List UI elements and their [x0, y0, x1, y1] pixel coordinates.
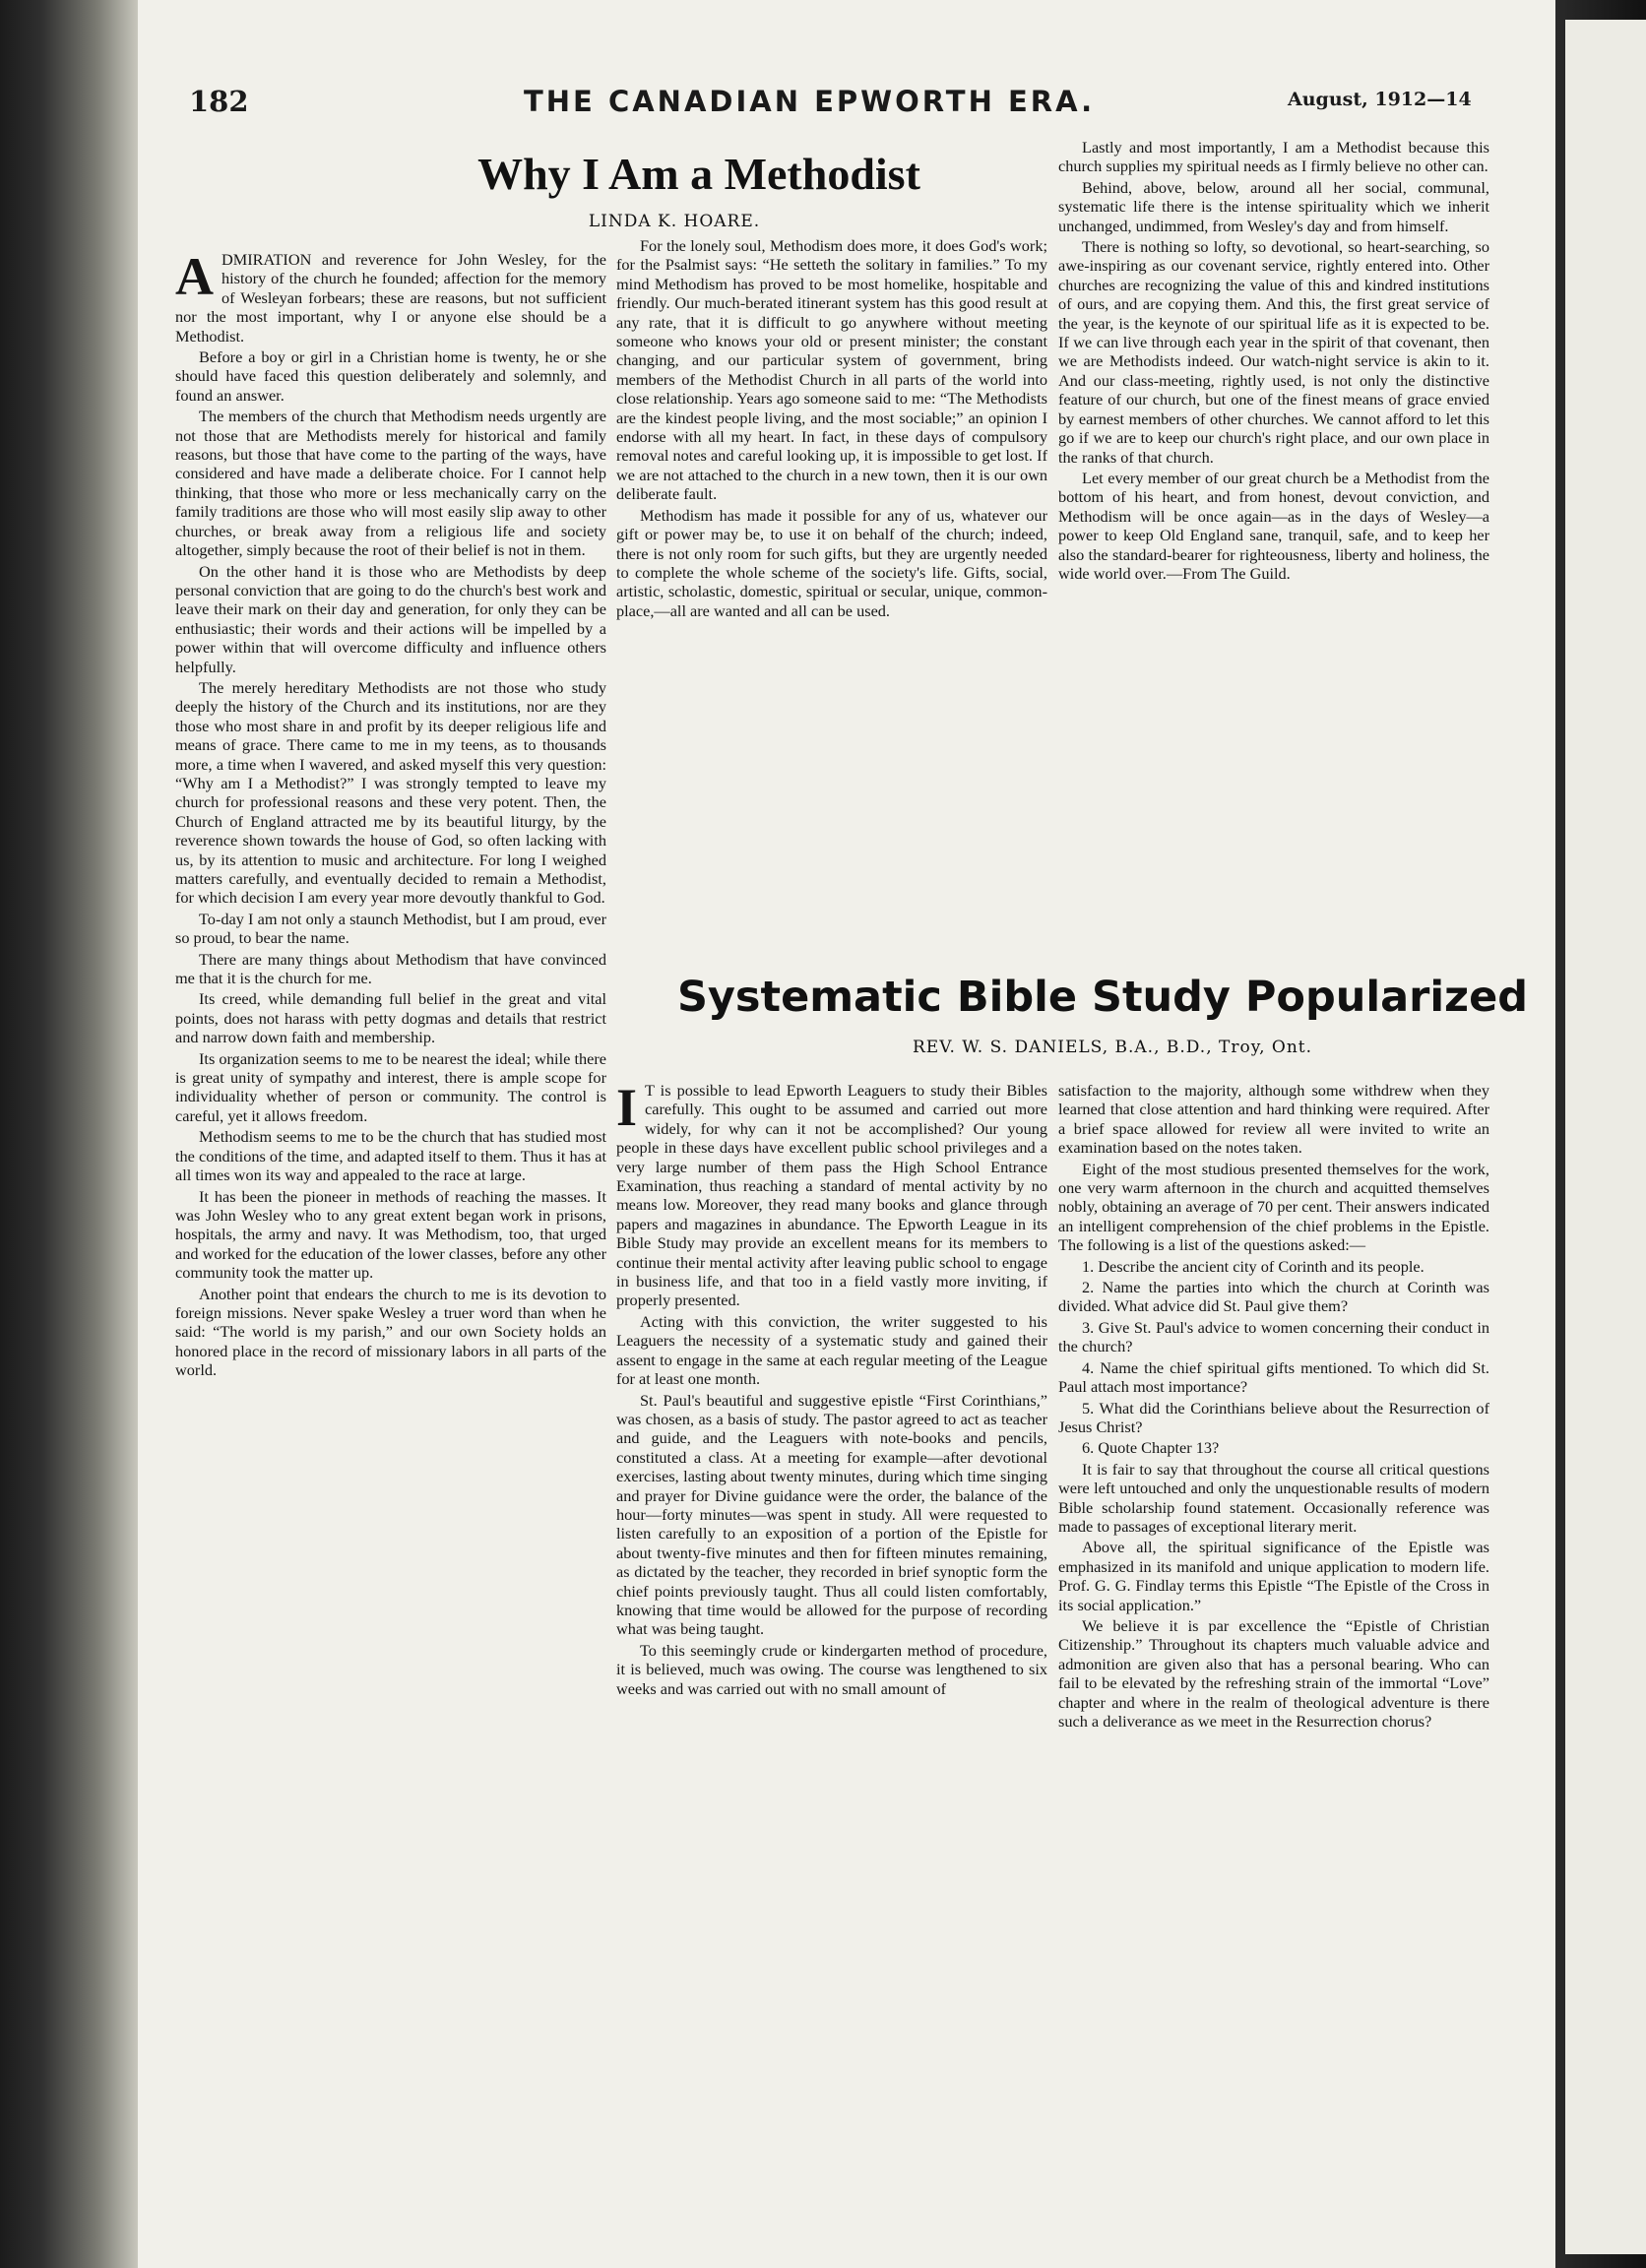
paragraph: To this seemingly crude or kindergarten method of procedure, it is believed, much was owing. The course was lengthened to six weeks and was carried out with no small amount of: [616, 1640, 1047, 1698]
book-spine: [0, 0, 138, 2268]
paragraph: St. Paul's beautiful and suggestive epistle “First Corinthians,” was chosen, as a basis of study. The pastor agreed to act as teacher and guide, and the Leaguers with note-books and pencils, constituted a class. At a meeting for example—after devotional exercises, lasting about twenty minutes, during which time singing and prayer for Divine guidance were the order, the balance of the hour—forty minutes—was spent in study. All were requested to listen carefully to an exposition of a portion of the Epistle for about twenty-five minutes and then for fifteen minutes remaining, as dictated by the teacher, they recorded in brief synoptic form the chief points previously taught. Thus all could listen comfortably, knowing that time would be allowed for the purpose of recording what was being taught.: [616, 1390, 1047, 1639]
article1-column-2: [616, 236, 1047, 940]
page-number: 182: [189, 85, 249, 118]
article1-column-3: [1058, 138, 1489, 940]
publication-title: THE CANADIAN EPWORTH ERA.: [524, 85, 1096, 118]
paragraph: satisfaction to the majority, although some withdrew when they learned that close attention and hard thinking were required. After a brief space allowed for review all were invited to write an examination based on the notes taken.: [1058, 1081, 1489, 1158]
paragraph: Methodism has made it possible for any of us, whatever our gift or power may be, to use it on behalf of the church; indeed, there is not only room for such gifts, but they are urgently needed to complete the whole scheme of the society's life. Gifts, social, artistic, scholastic, domestic, spiritual or secular, unique, common-place,—all are wanted and all can be used.: [616, 505, 1047, 620]
paragraph: 1. Describe the ancient city of Corinth and its people.: [1082, 1256, 1424, 1276]
paragraph: It has been the pioneer in methods of reaching the masses. It was John Wesley who to any great extent began work in prisons, hospitals, the army and navy. It was Methodism, too, that urged and worked for the education of the lower classes, before any other community took the matter up.: [175, 1186, 606, 1283]
paragraph: DMIRATION and reverence for John Wesley, for the history of the church he founded; affection for the memory of Wesleyan forbears; these are reasons, but not sufficient nor the most important, why I or anyone else should be a Methodist.: [175, 250, 606, 346]
drop-cap: A: [175, 250, 214, 306]
paragraph: For the lonely soul, Methodism does more, it does God's work; for the Psalmist says: “He setteth the solitary in families.” To my mind Methodism has proved to be most homelike, hospitable and friendly. Our much-berated itinerant system has this good result at any rate, that it is difficult to go anywhere without meeting someone who knows your old or present minister; the constant changing, and our particular system of government, bring members of the Methodist Church in all parts of the world into close relationship. Years ago someone said to me: “The Methodists are the kindest people living, and the most sociable;” an opinion I endorse with all my heart. In fact, in these days of compulsory removal notes and careful looking up, it is impossible to get lost. If we are not attached to the church in a new town, then it is our own deliberate fault.: [616, 236, 1047, 504]
paragraph: T is possible to lead Epworth Leaguers to study their Bibles carefully. This ought to be assumed and carried out more widely, for why can it not be accomplished? Our young people in these days have excellent public school privileges and a very large number of them pass the High School Entrance Examination, thus reaching a standard of mental activity by no means low. Moreover, they read many books and glance through papers and magazines in abundance. The Epworth League in its Bible Study may provide an excellent means for its members to continue their mental activity after leaving public school to engage in business life, and that too in a field vastly more inviting, if properly presented.: [616, 1081, 1047, 1310]
paragraph: Another point that endears the church to me is its devotion to foreign missions. Never spake Wesley a truer word than when he said: “The world is my parish,” and our own Society holds an honored place in the record of missionary labors in all parts of the world.: [175, 1284, 606, 1380]
drop-cap: I: [616, 1081, 638, 1137]
magazine-page: [138, 0, 1555, 2268]
paragraph: There is nothing so lofty, so devotional, so heart-searching, so awe-inspiring as our covenant service, rightly entered into. Other churches are recognizing the value of this and kindred institutions of ours, and are copying them. And this, the first great service of the year, is the keynote of our spiritual life as it is expected to be. If we can live through each year in the spirit of that covenant, then we are Methodists indeed. Our watch-night service is akin to it. And our class-meeting, rightly used, is not only the distinctive feature of our church, but one of the finest means of grace envied by earnest members of other churches. We cannot afford to let this go if we are to keep our church's right place, and our own place in the ranks of that church.: [1058, 237, 1489, 467]
article-byline: REV. W. S. DANIELS, B.A., B.D., Troy, Ont.: [912, 1038, 1312, 1057]
paragraph: Let every member of our great church be a Methodist from the bottom of his heart, and from honest, devout conviction, and Methodism will be once again—as in the days of Wesley—a power to keep Old England sane, tranquil, safe, and to keep her also the standard-bearer for righteousness, liberty and holiness, the wide world over.—From The Guild.: [1058, 468, 1489, 583]
paragraph: Its organization seems to me to be nearest the ideal; while there is great unity of sympathy and interest, there is ample scope for individuality whether of person or community. The control is careful, yet it allows freedom.: [175, 1048, 606, 1125]
article2-column-1: [616, 1081, 1047, 2164]
article-byline: LINDA K. HOARE.: [588, 212, 761, 231]
paragraph: Methodism seems to me to be the church that has studied most the conditions of the time, and adapted itself to them. Thus it has at all times won its way and appealed to the race at large.: [175, 1127, 606, 1185]
article-title: Why I Am a Methodist: [477, 149, 920, 199]
issue-date: August, 1912—14: [1288, 89, 1472, 110]
paragraph: Acting with this conviction, the writer suggested to his Leaguers the necessity of a systematic study and gained their assent to engage in the same at each regular meeting of the League for at least one month.: [616, 1311, 1047, 1389]
paragraph: Its creed, while demanding full belief in the great and vital points, does not harass with petty dogmas and details that restrict and narrow down faith and membership.: [175, 989, 606, 1047]
article-title: Systematic Bible Study Popularized: [676, 973, 1529, 1022]
paragraph: The merely hereditary Methodists are not those who study deeply the history of the Church and its institutions, nor are they those who most share in and profit by its deeper religious life and means of grace. There came to me in my teens, as to thousands more, a time when I wavered, and asked myself this very question: “Why am I a Methodist?” I was strongly tempted to leave my church for professional reasons and these very potent. Then, the Church of England attracted me by its beautiful liturgy, by the reverence shown towards the house of God, so often lacking with us, by its attention to music and architecture. For long I weighed matters carefully, and eventually decided to remain a Methodist, for which decision I am every year more devoutly thankful to God.: [175, 677, 606, 908]
paragraph: 4. Name the chief spiritual gifts mentioned. To which did St. Paul attach most importance?: [1058, 1357, 1489, 1397]
paragraph: Behind, above, below, around all her social, communal, systematic life there is the intense spirituality which we inherit unchanged, undimmed, from Wesley's day and from himself.: [1058, 177, 1489, 235]
paragraph: 2. Name the parties into which the church at Corinth was divided. What advice did St. Paul give them?: [1058, 1278, 1489, 1316]
paragraph: Lastly and most importantly, I am a Methodist because this church supplies my spiritual needs as I firmly believe no other can.: [1058, 138, 1489, 176]
paragraph: Above all, the spiritual significance of the Epistle was emphasized in its manifold and unique application to modern life. Prof. G. G. Findlay terms this Epistle “The Epistle of the Cross in its social application.”: [1058, 1538, 1489, 1614]
paragraph: 6. Quote Chapter 13?: [1082, 1438, 1220, 1458]
paragraph: The members of the church that Methodism needs urgently are not those that are Methodists merely for historical and family reasons, but those that have come to the parting of the ways, have considered and have made a deliberate choice. For I cannot help thinking, that those who more or less mechanically carry on the family traditions are those who will most easily slip away to other churches, or break away from a religious life and society altogether, simply because the root of their belief is not in them.: [175, 407, 606, 560]
adjacent-page-edge: [1555, 0, 1646, 2268]
article2-column-2: [1058, 1081, 1489, 2164]
paragraph: To-day I am not only a staunch Methodist, but I am proud, ever so proud, to bear the name.: [175, 909, 606, 948]
paragraph: Eight of the most studious presented themselves for the work, one very warm afternoon in the church and acquitted themselves nobly, obtaining an average of 70 per cent. Their answers indicated an intelligent comprehension of the chief problems in the Epistle. The following is a list of the questions asked:—: [1058, 1159, 1489, 1255]
paragraph: We believe it is par excellence the “Epistle of Christian Citizenship.” Throughout its chapters much valuable advice and admonition are given also that has a personal bearing. Who can fail to be elevated by the refreshing strain of the immortal “Love” chapter and where in the realm of theological adventure is there such a deliverance as we meet in the Resurrection chorus?: [1058, 1615, 1489, 1731]
paragraph: It is fair to say that throughout the course all critical questions were left untouched and only the unquestionable results of modern Bible scholarship found statement. Occasionally reference was made to passages of exceptional literary merit.: [1058, 1459, 1489, 1536]
article1-column-1: [175, 250, 606, 2165]
paragraph: On the other hand it is those who are Methodists by deep personal conviction that are going to do the church's best work and leave their mark on their day and generation, for only they can be enthusiastic; their words and their actions will be impelled by a power within that will overcome difficulty and influence others helpfully.: [175, 561, 606, 676]
paragraph: Before a boy or girl in a Christian home is twenty, he or she should have faced this question deliberately and solemnly, and found an answer.: [175, 347, 606, 405]
paragraph: 3. Give St. Paul's advice to women concerning their conduct in the church?: [1058, 1317, 1489, 1356]
paragraph: There are many things about Methodism that have convinced me that it is the church for me.: [175, 949, 606, 988]
paragraph: 5. What did the Corinthians believe about the Resurrection of Jesus Christ?: [1058, 1398, 1489, 1436]
